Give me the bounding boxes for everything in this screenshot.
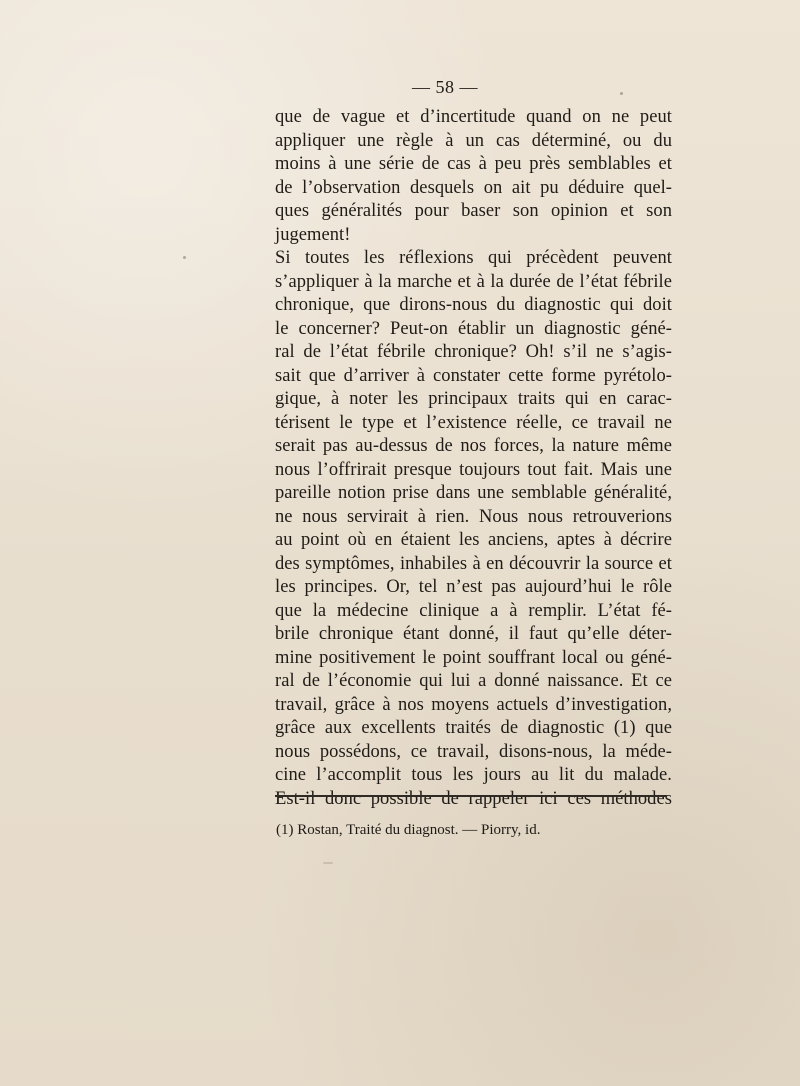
page-number-text: — 58 — bbox=[412, 77, 478, 97]
page-number bbox=[0, 77, 800, 98]
body-text bbox=[275, 106, 672, 811]
text-line: le concerner? Peut-on établir un diagnostic géné- bbox=[275, 318, 672, 339]
paper-spot bbox=[323, 862, 333, 864]
text-line: au point où en étaient les anciens, aptes à décrire bbox=[275, 530, 672, 550]
text-line: travail, grâce à nos moyens actuels d’investigation, bbox=[275, 694, 672, 715]
text-line: que de vague et d’incertitude quand on ne peut bbox=[275, 107, 672, 127]
text-line: nous possédons, ce travail, disons-nous, la méde- bbox=[275, 741, 672, 762]
text-line: grâce aux excellents traités de diagnostic (1) que bbox=[275, 718, 672, 738]
footnote: (1) Rostan, Traité du diagnost. — Piorry, id. bbox=[276, 822, 541, 838]
text-line: ral de l’économie qui lui a donné naissance. Et ce bbox=[275, 671, 672, 691]
text-line: gique, à noter les principaux traits qui en carac- bbox=[275, 389, 672, 409]
text-line: térisent le type et l’existence réelle, ce travail ne bbox=[275, 412, 672, 433]
text-line: ral de l’état fébrile chronique? Oh! s’il ne s’agis- bbox=[275, 342, 672, 362]
footnote-rule bbox=[275, 795, 667, 797]
text-line: serait pas au-dessus de nos forces, la nature même bbox=[275, 436, 672, 456]
text-line: les principes. Or, tel n’est pas aujourd’hui le rôle bbox=[275, 577, 672, 597]
text-line: cine l’accomplit tous les jours au lit du malade. bbox=[275, 765, 672, 785]
text-line: brile chronique étant donné, il faut qu’elle déter- bbox=[275, 624, 672, 644]
text-line: chronique, que dirons-nous du diagnostic qui doit bbox=[275, 295, 672, 315]
text-line: moins à une série de cas à peu près semblables et bbox=[275, 154, 672, 174]
text-line: sait que d’arriver à constater cette forme pyrétolo- bbox=[275, 365, 672, 386]
text-line: nous l’offrirait presque toujours tout fait. Mais une bbox=[275, 459, 672, 480]
text-line: pareille notion prise dans une semblable généralité, bbox=[275, 483, 672, 503]
text-line: que la médecine clinique a à remplir. L’état fé- bbox=[275, 600, 672, 621]
text-line: Est-il donc possible de rappeler ici ces méthodes bbox=[275, 788, 672, 809]
text-line: ne nous servirait à rien. Nous nous retrouverions bbox=[275, 506, 672, 527]
text-line: Si toutes les réflexions qui précèdent peuvent bbox=[275, 248, 672, 268]
text-line: de l’observation desquels on ait pu déduire quel- bbox=[275, 177, 672, 198]
text-line: ques généralités pour baser son opinion et son bbox=[275, 201, 672, 221]
paper-spot bbox=[620, 92, 623, 95]
paper-spot bbox=[183, 256, 186, 259]
text-line: jugement! bbox=[275, 224, 351, 245]
text-line: des symptômes, inhabiles à en découvrir la source et bbox=[275, 553, 672, 574]
text-line: mine positivement le point souffrant local ou géné- bbox=[275, 647, 672, 668]
text-line: s’appliquer à la marche et à la durée de l’état fébrile bbox=[275, 271, 672, 292]
text-line: appliquer une règle à un cas déterminé, ou du bbox=[275, 130, 672, 151]
